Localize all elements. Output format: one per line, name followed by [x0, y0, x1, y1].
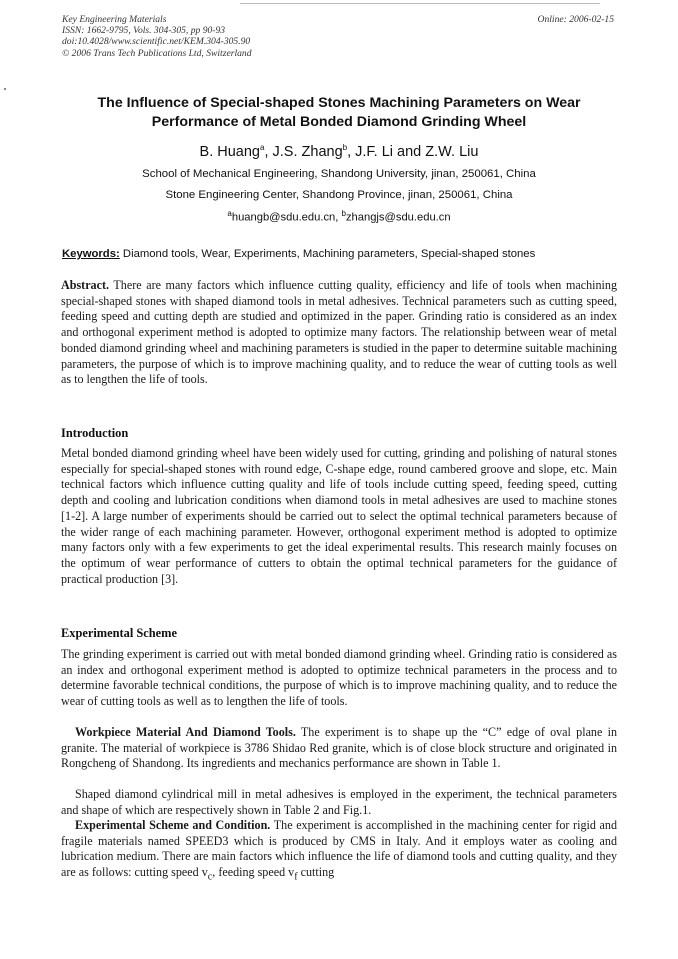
- journal-header: [62, 14, 252, 59]
- author-1-sup: a: [260, 143, 265, 152]
- title-line-2: Performance of Metal Bonded Diamond Grinding Wheel: [151, 113, 527, 130]
- abstract-text: There are many factors which influence cutting quality, efficiency and life of tools when machining special-shaped stones with shaped diamond tools in metal adhesives. Technical parameters such as cutting speed, feeding speed and cutting depth are studied and optimized in the paper. Grinding ratio is considered as an index and orthogonal experiment method is adopted to optimize many factors. The relationship between wear of metal bonded diamond grinding wheel and machining parameters is studied in the paper to determine suitable machining parameters, the purpose of which is to improve machining quality, and to reduce the wear of cutting tools as well as to lengthen the life of tools.: [61, 278, 617, 387]
- email-a: huangb@sdu.edu.cn,: [231, 211, 342, 224]
- copyright-line: © 2006 Trans Tech Publications Ltd, Switzerland: [62, 47, 252, 59]
- abstract: [61, 278, 617, 388]
- vc-subscript: c: [207, 871, 213, 883]
- tools-paragraph: Shaped diamond cylindrical mill in metal adhesives is employed in the experiment, the technical parameters and shape of which are respectively shown in Table 2 and Fig.1.: [61, 787, 617, 817]
- author-list: [0, 143, 678, 160]
- author-1: B. Huang: [199, 143, 260, 160]
- other-authors: , J.F. Li and Z.W. Liu: [347, 143, 479, 160]
- affiliation-2: Stone Engineering Center, Shandong Province, jinan, 250061, China: [165, 189, 513, 201]
- affiliation-1: School of Mechanical Engineering, Shandong University, jinan, 250061, China: [142, 168, 536, 180]
- workpiece-label: Workpiece Material And Diamond Tools.: [75, 725, 296, 739]
- email-a-sup: a: [227, 209, 232, 218]
- email-b: zhangjs@sdu.edu.cn: [345, 211, 451, 224]
- online-date: Online: 2006-02-15: [537, 14, 614, 25]
- condition-text: The experiment is accomplished in the machining center for rigid and fragile materials named SPEED3 which is produced by CMS in Italy. And it employs water as cooling and lubrication medium. There are main factors which influence the life of diamond tools and cutting quality, and they are as follows: cutting speed v: [61, 818, 617, 880]
- keywords-text: Diamond tools, Wear, Experiments, Machining parameters, Special-shaped stones: [119, 248, 536, 260]
- journal-name: Key Engineering Materials: [62, 14, 167, 25]
- workpiece-text: The experiment is to shape up the “C” edge of oval plane in granite. The material of workpiece is 3786 Shidao Red granite, which is of close block structure and originated in Rongcheng of Shandong. Its ingredients and mechanics performance are shown in Table 1.: [61, 725, 617, 771]
- title-line-1: The Influence of Special-shaped Stones Machining Parameters on Wear: [97, 95, 581, 111]
- doi-line: doi:10.4028/www.scientific.net/KEM.304-305.90: [62, 36, 251, 48]
- scan-dot: [4, 88, 6, 90]
- abstract-label: Abstract.: [61, 278, 110, 292]
- issn-line: ISSN: 1662-9795, Vols. 304-305, pp 90-93: [62, 25, 226, 37]
- paper-title: [40, 94, 638, 131]
- condition-label: Experimental Scheme and Condition.: [75, 818, 271, 832]
- author-2-sup: b: [342, 143, 348, 152]
- author-2: , J.S. Zhang: [264, 143, 343, 160]
- email-b-sup: b: [341, 209, 346, 218]
- author-emails: [0, 209, 678, 224]
- keywords-label: Keywords:: [62, 248, 120, 260]
- workpiece-paragraph: [61, 725, 617, 772]
- introduction-body: Metal bonded diamond grinding wheel have been widely used for cutting, grinding and polishing of natural stones especially for special-shaped stones with round edge, C-shape edge, round cambered groove and slope, etc. Main technical factors which influence cutting quality and life of tools include cutting speed, feeding speed, cutting depth and cooling and lubrication conditions when diamond tools in metal adhesives are used to machine stones [1-2]. A large number of experiments should be carried out to select the optimal technical parameters because of the wider range of each machining parameter. However, orthogonal experiment method is adopted to optimize many factors only with a few experiments to get the ideal experimental results. This research mainly focuses on the optimum of wear performance of cutters to obtain the optimal technical parameters for the guidance of practical production [3].: [61, 446, 617, 586]
- keywords: [62, 248, 535, 260]
- condition-text-end: cutting: [297, 865, 335, 880]
- top-rule: [240, 3, 600, 4]
- scheme-paragraph-1: The grinding experiment is carried out with metal bonded diamond grinding wheel. Grinding ratio is considered as an index and orthogonal experiment method is adopted to optimize technical parameters in the process and to determine favorable technical conditions, the purpose of which is to improve machining quality, and to reduce the wear of cutting tools as well as to lengthen the life of tools.: [61, 647, 617, 709]
- condition-paragraph: [61, 818, 617, 885]
- vf-subscript: f: [294, 871, 298, 883]
- condition-text-mid: , feeding speed v: [212, 865, 295, 880]
- experimental-scheme-heading: Experimental Scheme: [61, 626, 177, 640]
- introduction-heading: Introduction: [61, 426, 129, 440]
